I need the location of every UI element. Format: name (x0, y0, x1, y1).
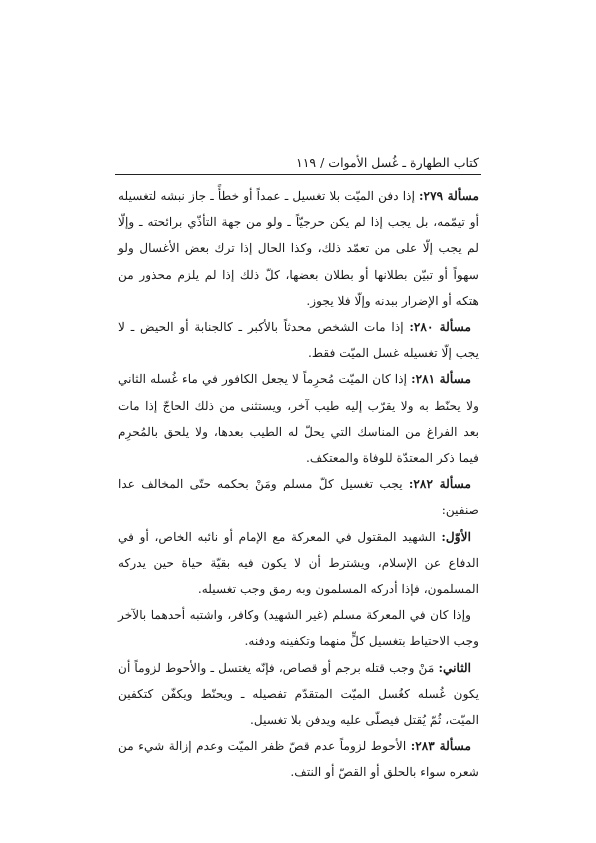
paragraph-text: يجب تغسيل كلّ مسلم ومَنْ بحكمه حتّى المخالف عدا صنفين: (118, 477, 479, 518)
category-label: الأوّل: (441, 529, 471, 544)
header-rule (115, 174, 481, 175)
masala-label: مسألة ٢٨٠: (409, 320, 472, 335)
paragraph-battlefield-doubt (118, 602, 479, 654)
paragraph-text: مَنْ وجب قتله برجم أو قصاص، فإنّه يغتسل ـ والأحوط لزوماً أن يكون غُسله كغُسل الميّت المتقدّم تفصيله ـ ويحنّط ويكفّن كتكفين الميّت، ثُمّ يُقتل فيصلّى عليه ويدفن بلا تغسيل. (118, 660, 479, 728)
body-text (118, 183, 479, 786)
paragraph-masala-280 (118, 314, 479, 366)
paragraph-text: إذا مات الشخص محدثاً بالأكبر ـ كالجنابة أو الحيض ـ لا يجب إلّا تغسيله غسل الميّت فقط. (118, 320, 479, 361)
paragraph-text: الشهيد المقتول في المعركة مع الإمام أو نائبه الخاص، أو في الدفاع عن الإسلام، ويشترط أن لا يكون فيه بقيّة حياة حين يدركه المسلمون، فإذا أدركه المسلمون وبه رمق وجب تغسيله. (118, 529, 479, 597)
category-label: الثاني: (438, 660, 471, 675)
paragraph-text: إذا كان الميّت مُحرِماً لا يجعل الكافور في ماء غُسله الثاني ولا يحنّط به ولا يقرّب إليه طيب آخر، ويستثنى من ذلك الحاجّ إذا مات بعد الفراغ من المناسك التي يحلّ له الطيب بعدها، ولا يلحق بالمُحرِم فيما ذكر المعتدّة للوفاة والمعتكف. (118, 372, 479, 466)
masala-label: مسألة ٢٧٩: (419, 189, 479, 203)
paragraph-masala-279 (118, 183, 479, 314)
running-title: كتاب الطهارة ـ غُسل الأموات / ١١٩ (295, 155, 479, 170)
paragraph-text: وإذا كان في المعركة مسلم (غير الشهيد) وكافر، واشتبه أحدهما بالآخر وجب الاحتياط بتغسيل كلٍّ منهما وتكفينه ودفنه. (118, 608, 479, 649)
paragraph-text: إذا دفن الميّت بلا تغسيل ـ عمداً أو خطأً ـ جاز نبشه لتغسيله أو تيمّمه، بل يجب إذا لم يكن حرجيّاً ـ ولو من جهة التأذّي برائحته ـ وإلّا لم يجب إلّا على من تعمّد ذلك، وكذا الحال إذا ترك بعض الأغسال ولو سهواً أو تبيّن بطلانها أو بطلان بعضها، كلّ ذلك إذا لم يلزم محذور من هتكه أو الإضرار ببدنه وإلّا فلا يجوز. (118, 189, 479, 308)
masala-label: مسألة ٢٨٣: (410, 739, 471, 754)
masala-label: مسألة ٢٨١: (411, 372, 471, 387)
masala-label: مسألة ٢٨٢: (408, 477, 471, 492)
paragraph-masala-283 (118, 733, 479, 785)
paragraph-first-category (118, 524, 479, 603)
paragraph-masala-282 (118, 471, 479, 523)
paragraph-text: الأحوط لزوماً عدم قصّ ظفر الميّت وعدم إزالة شيء من شعره سواء بالحلق أو القصّ أو النتف. (118, 739, 479, 780)
running-head (117, 150, 479, 172)
paragraph-masala-281 (118, 366, 479, 471)
paragraph-second-category (118, 655, 479, 734)
